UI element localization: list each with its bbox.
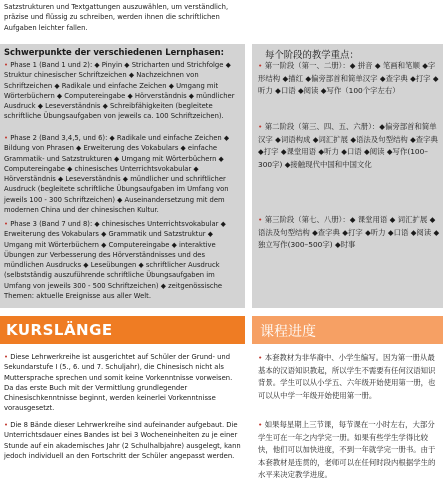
phase-text-de-2: Phase 2 (Band 3,4,5, und 6): ◆ Radikale und einfache Zeichen ◆ Bildung von Phrasen ◆ Erweiterung des Vokabulars ◆ einfache Grammatik- und Satzstrukturen ◆ Umgang mit Wörterbüchern ◆ Computereingabe ◆ chinesisches Unterrichtsvokabular ◆ Hörverständnis ◆ Leseverständnis ◆ mündlicher und schriftlicher Ausdruck (begleitete schriftliche Übungsaufgaben im Umfang von jeweils 100 - 300 Schriftzeichen) ◆ Auseinandersetzung mit dem modernen China und der chinesischen Kultur. — [4, 134, 230, 215]
phase-text-de-1: Phase 1 (Band 1 und 2): ◆ Pinyin ◆ Stricharten und Strichfolge ◆ Struktur chinesischer Schriftzeichen ◆ Nachzeichnen von Schriftzeichen ◆ Radikale und einfache Zeichen ◆ Umgang mit Wörterbüchern ◆ Computereingabe ◆ Hörverständnis ◆ mündlicher Ausdruck ◆ Leseverständnis ◆ Schreibfähigkeiten (begleitete schriftliche Übungsaufgaben von jeweils ca. 100 Schriftzeichen). — [4, 61, 235, 121]
phase-text-de-3: Phase 3 (Band 7 und 8): ◆ chinesisches Unterrichtsvokabular ◆ Erweiterung des Vokabulars ◆ Grammatik und Satzstruktur ◆ Umgang mit Wörterbüchern ◆ Computereingabe ◆ interaktive Übungen zur Verbesserung des Hörverständnisses und des mündlichen Ausdrucks ◆ Leseübungen ◆ schriftlicher Ausdruck (selbstständig auszuführende schriftliche Übungsaufgaben im Umfang von jeweils 300 - 500 Schriftzeichen) ◆ zeitgenössische Themen: aktuelle Ereignisse aus aller Welt. — [4, 220, 226, 301]
phase-item-zh-1 — [258, 60, 440, 98]
banner-title-de: KURSLÄNGE — [6, 321, 113, 339]
bullet-icon: • — [258, 61, 263, 70]
bullet-icon: • — [258, 215, 263, 224]
bullet-icon: • — [4, 220, 9, 228]
phase-item-de-1 — [4, 60, 241, 122]
bullet-icon: • — [4, 353, 9, 361]
bullet-icon: • — [258, 353, 263, 362]
phase-text-zh-1: 第一阶段（第一、二册）：◆ 拼音 ◆ 笔画和笔顺 ◆字形结构 ◆描红 ◆偏旁部首和简单汉字 ◆查字典 ◆打字 ◆听力 ◆口语 ◆阅读 ◆写作（100个字左右） — [258, 61, 439, 96]
phase-item-de-2 — [4, 133, 241, 215]
bullet-icon: • — [4, 421, 9, 429]
phase-item-de-3 — [4, 219, 241, 301]
phase-item-zh-2 — [258, 121, 440, 171]
intro-paragraph: Satzstrukturen und Textgattungen auszuwählen, um verständlich, präzise und flüssig zu schreiben, werden ihnen die schriftlichen Aufgaben leichter fallen. — [4, 3, 229, 32]
phase-text-zh-3: 第三阶段（第七、八册）：◆ 课堂用语 ◆ 词汇扩展 ◆语法及句型结构 ◆查字典 ◆打字 ◆听力 ◆口语 ◆阅读 ◆独立写作(300–500字) ◆时事 — [258, 215, 440, 250]
course-length-banner-zh — [252, 316, 443, 344]
course-item-zh-2 — [258, 419, 440, 482]
course-item-zh-1 — [258, 352, 440, 402]
course-text-de-2: Die 8 Bände dieser Lehrwerkreihe sind aufeinander aufgebaut. Die Unterrichtsdauer eines Bandes ist bei 3 Wocheneinheiten zu je einer Stunde auf ein akademisches Jahr (2 Schulhalbjahre) ausgelegt, kann jedoch individuell an den Fortschritt der Schüler angepasst werden. — [4, 421, 241, 460]
bullet-icon: • — [4, 61, 9, 69]
course-item-de-2 — [4, 420, 241, 461]
phases-heading-zh: 每个阶段的教学重点： — [265, 50, 359, 61]
phases-heading-de: Schwerpunkte der verschiedenen Lernphasen: — [4, 47, 224, 57]
course-item-de-1 — [4, 352, 241, 414]
bullet-icon: • — [4, 134, 9, 142]
banner-title-zh: 课程进度 — [260, 324, 316, 340]
course-text-zh-2: 如果每星期上三节课，每节课在一小时左右，大部分学生可在一年之内学完一册。如果有些学生学得比较快，他们可以加快进度，不到一年就学完一册书。由于本套教材是连贯的，老师可以在任何时段内根据学生的水平来决定教学进度。 — [258, 420, 436, 480]
phase-item-zh-3 — [258, 214, 440, 252]
course-text-zh-1: 本套教材为非华裔中、小学生编写。因为第一册从最基本的汉语知识教起，所以学生不需要有任何汉语知识背景。学生可以从小学五、六年级开始使用第一册，也可以从中学一年级开始使用第一册。 — [258, 353, 436, 400]
course-length-banner-de — [0, 316, 245, 344]
bullet-icon: • — [258, 122, 263, 131]
bullet-icon: • — [258, 420, 263, 429]
phase-text-zh-2: 第二阶段（第三、四、五、六册）：◆偏旁部首和简单汉字 ◆词语构成 ◆词汇扩展 ◆语法及句型结构 ◆查字典 ◆打字 ◆课堂用语 ◆听力 ◆口语 ◆阅读 ◆写作(100–300字) ◆接触现代中国和中国文化 — [258, 122, 438, 169]
course-text-de-1: Diese Lehrwerkreihe ist ausgerichtet auf Schüler der Grund- und Sekundarstufe I (5., 6. und 7. Schuljahr), die Chinesisch nicht als Muttersprache sprechen und somit keine Vorkenntnisse vorweisen. Da das erste Buch mit der Vermittlung grundlegender Chinesischkenntnisse beginnt, werden keinerlei Vorkenntnisse vorausgesetzt. — [4, 353, 233, 413]
